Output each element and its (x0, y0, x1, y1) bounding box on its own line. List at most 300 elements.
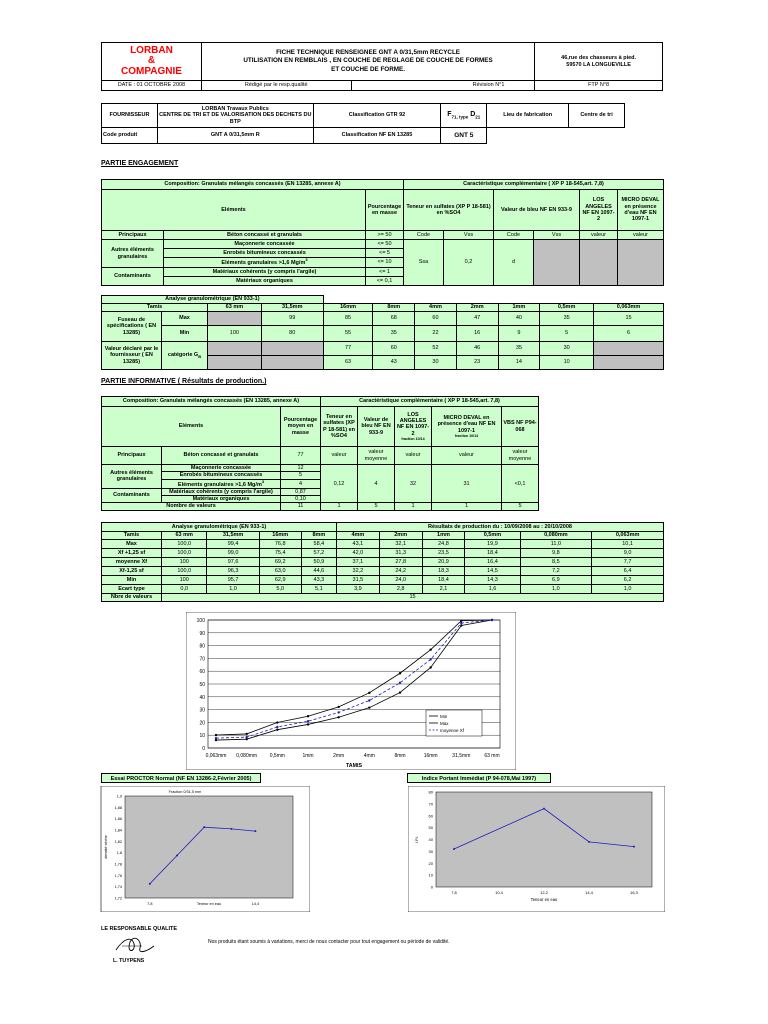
data-point (337, 716, 339, 718)
y-tick-label: 20 (428, 860, 433, 866)
y-tick-label: 1,82 (114, 839, 122, 844)
data-point (176, 855, 178, 857)
prod-cell: 95,7 (207, 576, 259, 585)
inf-vbs-header: VBS NF P94-068 (502, 407, 539, 447)
eng-granulaires-sup: 3 (305, 257, 308, 263)
classif-nf-label: Classification NF EN 13285 (313, 128, 441, 144)
prod-tamis-2: 16mm (259, 532, 301, 540)
prod-cell: 6,4 (592, 567, 664, 576)
data-point (460, 620, 462, 622)
x-tick-label: 14,4 (585, 890, 593, 895)
data-point (307, 720, 309, 722)
inf-nombre-label: Nombre de valeurs (102, 503, 281, 510)
eng-min-7: 5 (540, 326, 594, 342)
eng-sulfates-header: Teneur en sulfates (XP P 18-581) en %SO4 (404, 190, 494, 231)
x-tick-label: 14,4 (251, 902, 260, 906)
d21-main: D (468, 111, 476, 119)
inf-elements-header: Eléments (102, 407, 281, 447)
inf-md-valeur: valeur (432, 447, 502, 465)
y-tick-label: 1,74 (114, 885, 122, 890)
inf-la-val: 32 (395, 465, 432, 503)
eng-granulo-header: Analyse granulométrique (EN 933-1) (102, 296, 324, 304)
title-line-1: FICHE TECHNIQUE RENSEIGNEE GNT A 0/31,5mm RECYCLE (276, 48, 461, 56)
eng-elements-header: Eléments (102, 190, 366, 231)
eng-vd2-2: 63 (323, 356, 373, 370)
prod-row-label: Ecart type (102, 585, 162, 594)
prod-nbre-row (102, 594, 664, 602)
data-point (230, 828, 232, 830)
prod-cell: 100,0 (162, 567, 207, 576)
data-point (276, 721, 278, 723)
prod-cell: 18,4 (422, 576, 465, 585)
eng-vd2-8 (594, 356, 664, 370)
x-tick-label: 0,5mm (269, 753, 285, 759)
prod-cell: 97,6 (207, 558, 259, 567)
prod-tamis-1: 31,5mm (207, 532, 259, 540)
prod-cell: 23,5 (422, 549, 465, 558)
y-tick-label: 100 (196, 618, 205, 624)
prod-nbre-value: 15 (162, 594, 664, 602)
logo-line-2: & (147, 55, 156, 67)
prod-tamis-6: 1mm (422, 532, 465, 540)
data-point (245, 736, 247, 738)
inf-md-header: MICRO DEVAL en présence d'eau NF EN 1097-1 (437, 414, 496, 434)
prod-row-label: Xf +1,25 sf (102, 549, 162, 558)
data-point (633, 846, 635, 848)
prod-cell: 1,6 (465, 585, 520, 594)
prod-cell: 5,0 (259, 585, 301, 594)
eng-vd-label: Valeur déclaré par le fournisseur ( EN 13285) (102, 342, 162, 370)
eng-max-0 (208, 312, 262, 326)
y-tick-label: 40 (428, 837, 433, 842)
prod-cell: 6,2 (592, 576, 664, 585)
title-line-2: UTILISATION EN REMBLAIS , EN COUCHE DE REGLAGE DE COUCHE DE FORMES (243, 57, 493, 65)
eng-max-2: 85 (323, 312, 373, 326)
eng-max-4: 60 (415, 312, 457, 326)
prod-cell: 69,2 (259, 558, 301, 567)
data-point (245, 733, 247, 735)
y-tick-label: 70 (199, 656, 205, 663)
eng-min-1: 80 (261, 326, 323, 342)
eng-code-1: Code (404, 231, 444, 240)
eng-tamis-8: 0,063mm (594, 304, 664, 312)
eng-min-4: 22 (415, 326, 457, 342)
eng-vd1-2: 77 (323, 342, 373, 356)
prod-cell: 31,5 (337, 576, 380, 585)
logo-line-3: COMPAGNIE (120, 65, 182, 77)
inf-la-note: fraction 10/14 (401, 437, 425, 442)
inf-sulfates-header: Teneur en sulfates (XP P 18-581) en %SO4 (321, 407, 358, 447)
inf-carac-header: Caractéristique complémentaire ( XP P 18-545,art. 7,8) (321, 397, 539, 407)
eng-tamis-label: Tamis (102, 304, 208, 312)
prod-cell: 5,1 (301, 585, 336, 594)
inf-granulaires-sup: 3 (261, 478, 265, 484)
prod-row-label: Xf-1,25 sf (102, 567, 162, 576)
y-tick-label: 50 (428, 825, 433, 831)
inf-autres: Autres éléments granulaires (102, 465, 162, 489)
eng-vd2-1 (261, 356, 323, 370)
eng-tamis-row (102, 304, 664, 312)
prod-cell: 2,8 (379, 585, 422, 594)
inf-enrobes-val: 5 (281, 472, 321, 479)
code-label: Code produit (102, 128, 158, 144)
eng-tamis-0: 63 mm (208, 304, 262, 312)
eng-categorie-sub: B (198, 353, 202, 359)
eng-coherents: Matériaux cohérents (y compris l'argile) (164, 268, 366, 277)
prod-cell: 96,3 (207, 567, 259, 576)
y-tick-label: 1,72 (114, 896, 122, 901)
prod-cell: 50,9 (301, 558, 336, 567)
inf-sulfates-valeur: valeur (321, 447, 358, 465)
data-point (399, 672, 401, 674)
eng-max-5: 47 (456, 312, 498, 326)
prod-tamis-0: 63 mm (162, 532, 207, 540)
x-axis-label: TAMIS (345, 763, 363, 769)
legend-label: Min (440, 714, 448, 719)
inf-la-valeur: valeur (395, 447, 432, 465)
eng-min-label: Min (162, 326, 208, 342)
d21-sub: 21 (475, 114, 481, 120)
prod-cell: 7,7 (592, 558, 664, 567)
prod-cell: 1,0 (592, 585, 664, 594)
inf-beton-val: 77 (281, 447, 321, 465)
prod-cell: 57,2 (301, 549, 336, 558)
revision: Révision N°1 (443, 81, 535, 91)
section-engagement-title: PARTIE ENGAGEMENT (101, 160, 179, 167)
prod-cell: 18,3 (422, 567, 465, 576)
x-tick-label: 10,4 (495, 890, 503, 895)
data-point (429, 666, 431, 668)
eng-tamis-6: 1mm (498, 304, 540, 312)
x-tick-label: 12,2 (540, 890, 548, 895)
chart-frame (186, 612, 516, 770)
eng-organiques: Matériaux organiques (164, 277, 366, 286)
eng-fuseau-label: Fuseau de spécifications ( EN 13285) (102, 312, 162, 342)
lieu-label: Lieu de fabrication (487, 104, 569, 128)
prod-cell: 75,4 (259, 549, 301, 558)
y-tick-label: 1,84 (114, 828, 122, 833)
eng-ssa: Ssa (404, 240, 444, 286)
y-tick-label: 30 (428, 848, 433, 854)
eng-vd1-7: 30 (540, 342, 594, 356)
x-tick-label: 7,8 (451, 890, 457, 895)
prod-cell: 43,1 (337, 540, 380, 549)
lieu-value: Centre de tri (569, 104, 625, 128)
logo-line-1: LORBAN (130, 44, 173, 56)
f71-sub: 71, type (451, 114, 469, 120)
code-value: GNT A 0/31,5mm R (157, 128, 313, 144)
eng-enrobes-val: <= 5 (366, 249, 404, 258)
y-axis-label: I.P.I. (414, 835, 419, 844)
prod-nbre-label: Nbre de valeurs (102, 594, 162, 602)
ftp-number: FTP N°8 (535, 81, 663, 91)
eng-d-code: d (494, 240, 534, 286)
data-point (245, 738, 247, 740)
prod-tamis-row (102, 532, 664, 540)
signature-icon (112, 932, 158, 958)
data-point (337, 706, 339, 708)
eng-min-0: 100 (208, 326, 262, 342)
y-tick-label: 0 (202, 746, 205, 752)
inf-vbs-valeur: valeur moyenne (502, 447, 539, 465)
x-tick-label: 31,5mm (452, 753, 471, 759)
eng-maconnerie-val: <= 50 (366, 240, 404, 249)
document-title (201, 43, 534, 81)
eng-code-2: Code (494, 231, 534, 240)
prod-row (102, 567, 664, 576)
prod-row (102, 540, 664, 549)
eng-vd1-8 (594, 342, 664, 356)
y-tick-label: 80 (199, 643, 205, 650)
eng-tamis-2: 16mm (323, 304, 373, 312)
prod-cell: 18,4 (465, 549, 520, 558)
fournisseur-line-1: LORBAN Travaux Publics (201, 106, 269, 113)
classif-gtr-label: Classification GTR 92 (313, 104, 441, 128)
y-tick-label: 1,86 (114, 817, 122, 822)
x-tick-label: 0,080mm (236, 753, 258, 759)
redige-par: Rédigé par le resp.qualité (201, 81, 351, 91)
prod-cell: 42,0 (337, 549, 380, 558)
inf-md-note: fraction 10/14 (454, 433, 479, 438)
prod-cell: 0,0 (162, 585, 207, 594)
eng-categorie-label: catégorie G (167, 351, 199, 358)
inf-maconnerie: Maçonnerie concassée (162, 465, 281, 472)
prod-cell: 99,4 (207, 540, 259, 549)
prod-cell: 19,9 (465, 540, 520, 549)
eng-vd2-3: 43 (373, 356, 415, 370)
prod-tamis-3: 8mm (301, 532, 336, 540)
prod-cell: 43,3 (301, 576, 336, 585)
address-line-2: 59570 LA LONGUEVILLE (566, 61, 631, 68)
y-tick-label: 0 (430, 884, 433, 890)
eng-coherents-val: <= 1 (366, 268, 404, 277)
inf-organiques: Matériaux organiques (162, 496, 281, 503)
eng-beton: Béton concassé et granulats (164, 231, 366, 240)
inf-pourcentage-header: Pourcentage moyen en masse (281, 407, 321, 447)
eng-contaminants: Contaminants (102, 268, 164, 286)
data-point (368, 699, 370, 701)
eng-max-6: 40 (498, 312, 540, 326)
disclaimer: Nos produits étant soumis à variations, merci de nous contacter pour tout engagement ou période de validité. (208, 939, 450, 945)
eng-vd1-0 (208, 342, 262, 356)
x-tick-label: 2mm (333, 753, 345, 759)
inf-bleu-header: Valeur de bleu NF EN 933-9 (358, 407, 395, 447)
data-point (203, 826, 205, 828)
prod-cell: 10,1 (592, 540, 664, 549)
data-point (337, 711, 339, 713)
f71-main: F (447, 111, 452, 119)
eng-tamis-4: 4mm (415, 304, 457, 312)
prod-cell: 99,0 (207, 549, 259, 558)
prod-results-header: Résultats de production du : 10/09/2008 au : 20/10/2008 (337, 523, 664, 532)
inf-nombre-2: 1 (321, 503, 358, 510)
prod-cell: 2,1 (422, 585, 465, 594)
data-point (588, 841, 590, 843)
prod-cell: 14,5 (465, 567, 520, 576)
y-tick-label: 1,9 (116, 794, 122, 799)
x-tick-label: 63 mm (484, 753, 500, 759)
data-point (307, 715, 309, 717)
eng-vd1-5: 46 (456, 342, 498, 356)
eng-md-valeur: valeur (618, 231, 664, 240)
prod-cell: 8,5 (520, 558, 592, 567)
legend-label: Max (440, 721, 449, 726)
prod-row (102, 558, 664, 567)
eng-vd1-1 (261, 342, 323, 356)
data-point (460, 624, 462, 626)
eng-min-row (102, 326, 664, 342)
classif-nf-value: GNT 5 (441, 128, 487, 144)
eng-vss-1: Vss (444, 231, 494, 240)
x-tick-label: 16,3 (630, 890, 638, 895)
prod-row-label: moyenne Xf (102, 558, 162, 567)
prod-row (102, 576, 664, 585)
prod-cell: 100 (162, 558, 207, 567)
eng-carac-header: Caractéristique complémentaire ( XP P 18-545,art. 7,8) (404, 180, 664, 190)
prod-cell: 11,0 (520, 540, 592, 549)
eng-organiques-val: <= 0,1 (366, 277, 404, 286)
prod-cell: 27,8 (379, 558, 422, 567)
inf-nombre-5: 1 (432, 503, 502, 510)
prod-cell: 24,2 (379, 567, 422, 576)
inf-granulaires: Eléments granulaires >1,6 Mg/m (177, 481, 262, 488)
eng-tamis-1: 31,5mm (261, 304, 323, 312)
prod-tamis-9: 0,063mm (592, 532, 664, 540)
eng-max-label: Max (162, 312, 208, 326)
production-granulo-table (101, 522, 664, 602)
prod-cell: 1,0 (207, 585, 259, 594)
informative-composition-table (101, 396, 539, 511)
y-axis-label: densité sèche (104, 835, 108, 859)
classif-gtr-value (441, 104, 487, 128)
prod-cell: 1,0 (520, 585, 592, 594)
prod-cell: 100,0 (162, 549, 207, 558)
data-point (453, 848, 455, 850)
prod-tamis-4: 4mm (337, 532, 380, 540)
eng-min-6: 9 (498, 326, 540, 342)
data-point (276, 728, 278, 730)
eng-vd2-5: 23 (456, 356, 498, 370)
inf-vbs-val: <0,1 (502, 465, 539, 503)
y-tick-label: 70 (428, 801, 433, 807)
prod-granulo-header: Analyse granulométrique (EN 933-1) (102, 523, 337, 532)
data-point (276, 726, 278, 728)
y-tick-label: 60 (199, 669, 205, 676)
inf-organiques-val: 0,10 (281, 496, 321, 503)
eng-tamis-7: 0,5mm (540, 304, 594, 312)
inf-maconnerie-val: 12 (281, 465, 321, 472)
proctor-chart (85, 786, 310, 912)
prod-cell: 24,0 (379, 576, 422, 585)
eng-max-1: 99 (261, 312, 323, 326)
y-tick-label: 20 (199, 720, 205, 727)
prod-tamis-5: 2mm (379, 532, 422, 540)
data-point (307, 723, 309, 725)
header-table (101, 42, 663, 91)
prod-row (102, 585, 664, 594)
eng-vd2-7: 10 (540, 356, 594, 370)
prod-tamis-7: 0,5mm (465, 532, 520, 540)
fournisseur-line-2: CENTRE DE TRI ET DE VALORISATION DES DECHETS DU (159, 112, 312, 119)
inf-coherents: Matériaux cohérents (y compris l'argile) (162, 488, 281, 495)
inf-principaux: Principaux (102, 447, 162, 465)
data-point (368, 692, 370, 694)
eng-max-3: 68 (373, 312, 415, 326)
x-tick-label: 16mm (423, 753, 438, 759)
eng-max-7: 35 (540, 312, 594, 326)
data-point (399, 691, 401, 693)
eng-tamis-5: 2mm (456, 304, 498, 312)
prod-cell: 24,8 (422, 540, 465, 549)
company-logo (102, 43, 202, 81)
eng-autres: Autres éléments granulaires (102, 240, 164, 268)
eng-vd1-4: 52 (415, 342, 457, 356)
inf-la-header: LOS ANGELES NF EN 1097-2 (396, 411, 430, 437)
inf-beton: Béton concassé et granulats (162, 447, 281, 465)
prod-cell: 76,8 (259, 540, 301, 549)
inf-bleu-valeur: valeur moyenne (358, 447, 395, 465)
prod-cell: 58,4 (301, 540, 336, 549)
eng-maconnerie: Maçonnerie concassée (164, 240, 366, 249)
y-tick-label: 40 (199, 694, 205, 701)
eng-vd2-4: 30 (415, 356, 457, 370)
eng-bleu-header: Valeur de bleu NF EN 933-9 (494, 190, 580, 231)
eng-min-3: 35 (373, 326, 415, 342)
eng-comp-header: Composition: Granulats mélangés concassés (EN 13285, annexe A) (102, 180, 404, 190)
engagement-composition-table (101, 179, 664, 286)
y-tick-label: 30 (199, 707, 205, 714)
data-point (429, 658, 431, 660)
doc-date: DATE : 01 OCTOBRE 2008 (102, 81, 202, 91)
prod-cell: 14,3 (465, 576, 520, 585)
inf-nombre-4: 1 (395, 503, 432, 510)
y-tick-label: 90 (199, 630, 205, 637)
y-tick-label: 10 (428, 872, 433, 878)
prod-tamis-8: 0,080mm (520, 532, 592, 540)
inf-coherents-val: 0,87 (281, 488, 321, 495)
prod-cell: 9,8 (520, 549, 592, 558)
prod-cell: 62,9 (259, 576, 301, 585)
eng-vd1-6: 35 (498, 342, 540, 356)
prod-cell: 31,3 (379, 549, 422, 558)
prod-cell: 20,9 (422, 558, 465, 567)
inf-comp-header: Composition: Granulats mélangés concassés (EN 13285, annexe A) (102, 397, 321, 407)
fournisseur-label: FOURNISSEUR (102, 104, 158, 128)
eng-principaux: Principaux (102, 231, 164, 240)
prod-cell: 16,4 (465, 558, 520, 567)
eng-la-header: LOS ANGELES NF EN 1097-2 (580, 190, 618, 231)
x-tick-label: 7,8 (147, 902, 153, 906)
prod-cell: 63,0 (259, 567, 301, 576)
data-point (460, 622, 462, 624)
ipi-chart (408, 786, 665, 912)
y-tick-label: 80 (428, 789, 433, 795)
section-informative-title: PARTIE INFORMATIVE ( Résultats de production.) (101, 378, 267, 385)
title-line-3: ET COUCHE DE FORME. (331, 65, 405, 73)
proctor-title: Essai PROCTOR Normal (NF EN 13286-2,Février 2005) (101, 773, 261, 783)
prod-row-label: Min (102, 576, 162, 585)
eng-vd2-6: 14 (498, 356, 540, 370)
eng-beton-val: >= 50 (366, 231, 404, 240)
eng-enrobes: Enrobés bitumineux concassés (164, 249, 366, 258)
x-tick-label: 4mm (363, 753, 375, 759)
prod-tamis-label: Tamis (102, 532, 162, 540)
prod-cell: 100,0 (162, 540, 207, 549)
responsable-label: LE RESPONSABLE QUALITE (101, 926, 178, 932)
x-axis-label: Teneur en eau (196, 902, 222, 906)
data-point (254, 830, 256, 832)
prod-cell: 32,1 (379, 540, 422, 549)
